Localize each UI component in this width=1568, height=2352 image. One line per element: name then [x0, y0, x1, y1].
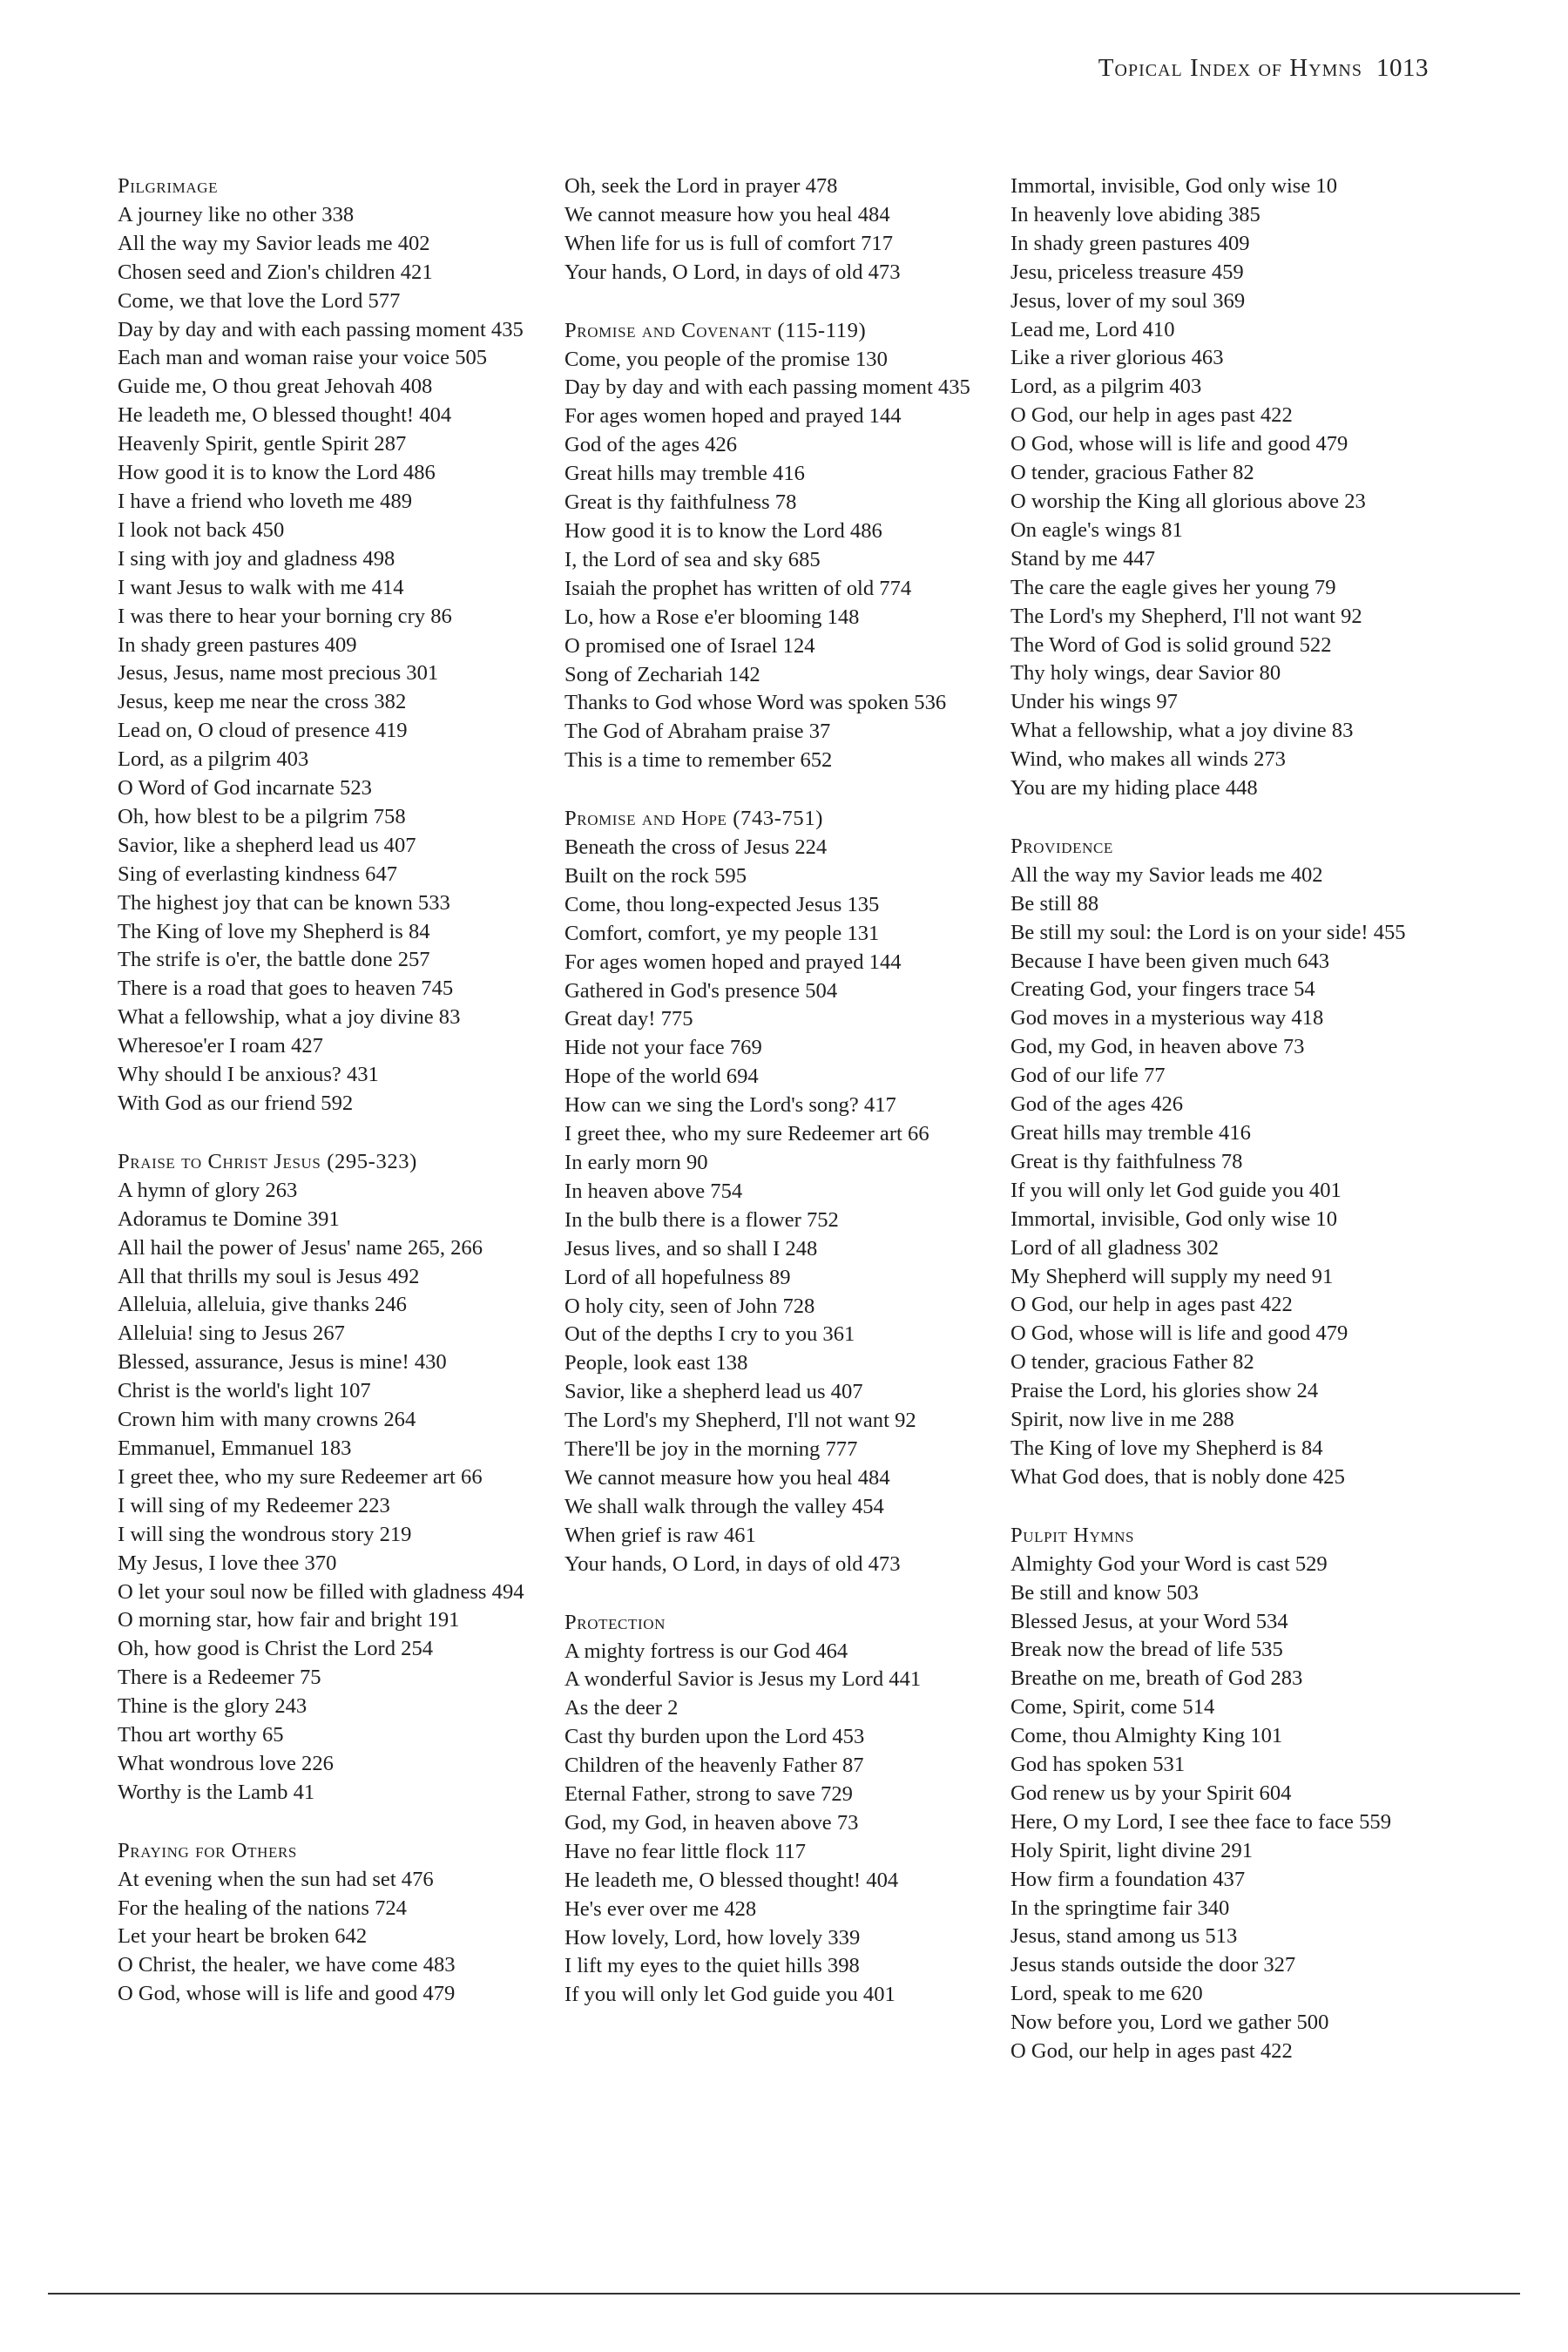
hymn-entry: When grief is raw 461	[564, 1523, 756, 1547]
hymn-entry: How firm a foundation 437	[1010, 1867, 1246, 1891]
index-section	[564, 1609, 1017, 2011]
section-title: Protection	[564, 1610, 666, 1634]
hymn-entry: For ages women hoped and prayed 144	[564, 950, 902, 974]
section-title: Pulpit Hymns	[1010, 1523, 1135, 1547]
hymn-entry: I will sing of my Redeemer 223	[118, 1493, 390, 1517]
hymn-entry: I sing with joy and gladness 498	[118, 546, 395, 571]
hymn-entry: Stand by me 447	[1010, 546, 1155, 571]
hymn-entry: O morning star, how fair and bright 191	[118, 1608, 460, 1632]
hymn-entry: O Word of God incarnate 523	[118, 776, 372, 801]
running-header	[1098, 54, 1429, 83]
hymn-entry: Savior, like a shepherd lead us 407	[564, 1380, 863, 1404]
hymn-entry: With God as our friend 592	[118, 1092, 354, 1115]
hymn-entry: The highest joy that can be known 533	[118, 890, 450, 915]
hymn-entry: Jesus, Jesus, name most precious 301	[118, 661, 439, 686]
hymn-entry: Jesus, keep me near the cross 382	[118, 690, 407, 714]
hymn-entry: The King of love my Shepherd is 84	[118, 919, 430, 943]
hymn-entry: Hope of the world 694	[564, 1064, 759, 1089]
hymn-entry: Day by day and with each passing moment 435	[564, 375, 970, 400]
hymn-entry: Come, we that love the Lord 577	[118, 288, 401, 313]
hymn-entry: Like a river glorious 463	[1010, 346, 1224, 370]
hymn-entry: In the bulb there is a flower 752	[564, 1207, 839, 1232]
hymn-entry: Oh, how good is Christ the Lord 254	[118, 1637, 434, 1661]
index-section	[564, 317, 1017, 776]
hymn-entry: I want Jesus to walk with me 414	[118, 575, 404, 599]
hymn-entry: Here, O my Lord, I see thee face to face 559	[1010, 1809, 1392, 1834]
hymn-entry: In early morn 90	[564, 1151, 708, 1174]
hymn-entry: Wheresoe'er I roam 427	[118, 1034, 323, 1058]
hymn-entry: Praise the Lord, his glories show 24	[1010, 1379, 1319, 1403]
hymn-entry: There is a road that goes to heaven 745	[118, 977, 454, 1001]
hymn-entry: Come, Spirit, come 514	[1010, 1695, 1215, 1720]
hymn-entry: God renew us by your Spirit 604	[1010, 1781, 1292, 1805]
hymn-entry: Lo, how a Rose e'er blooming 148	[564, 605, 860, 629]
hymn-entry: Guide me, O thou great Jehovah 408	[118, 375, 433, 399]
hymn-entry: I have a friend who loveth me 489	[118, 489, 413, 513]
hymn-entry: In the springtime fair 340	[1010, 1896, 1230, 1920]
hymn-entry: O let your soul now be filled with gladness 494	[118, 1579, 524, 1604]
hymn-entry: Lord, speak to me 620	[1010, 1982, 1203, 2006]
hymn-entry: Comfort, comfort, ye my people 131	[564, 921, 880, 945]
hymn-entry: Isaiah the prophet has written of old 774	[564, 576, 912, 600]
hymn-entry: Emmanuel, Emmanuel 183	[118, 1436, 352, 1460]
index-section	[1010, 1522, 1463, 2066]
hymn-entry: When life for us is full of comfort 717	[564, 231, 894, 255]
hymn-entry: Jesus, stand among us 513	[1010, 1924, 1238, 1949]
hymn-entry: O worship the King all glorious above 23	[1010, 489, 1366, 513]
hymn-entry: A journey like no other 338	[118, 202, 355, 226]
hymn-entry: Come, thou Almighty King 101	[1010, 1724, 1283, 1748]
hymn-entry: Your hands, O Lord, in days of old 473	[564, 260, 901, 284]
hymn-entry: Lead me, Lord 410	[1010, 317, 1175, 341]
index-section	[1010, 833, 1463, 1492]
hymn-entry: Day by day and with each passing moment 435	[118, 317, 524, 341]
hymn-entry: O tender, gracious Father 82	[1010, 461, 1254, 485]
hymn-entry: What wondrous love 226	[118, 1751, 334, 1775]
hymn-entry: O God, our help in ages past 422	[1010, 1293, 1293, 1317]
hymn-entry: Oh, how blest to be a pilgrim 758	[118, 804, 406, 828]
hymn-entry: How can we sing the Lord's song? 417	[564, 1093, 896, 1118]
hymn-entry: Be still 88	[1010, 891, 1099, 916]
hymn-entry: In heavenly love abiding 385	[1010, 202, 1260, 226]
header-title: Topical Index of Hymns	[1098, 54, 1362, 82]
hymn-entry: Alleluia! sing to Jesus 267	[118, 1321, 345, 1346]
hymn-entry: For the healing of the nations 724	[118, 1896, 407, 1920]
hymn-entry: Thine is the glory 243	[118, 1694, 308, 1719]
hymn-entry: A mighty fortress is our God 464	[564, 1639, 848, 1663]
hymn-entry: Let your heart be broken 642	[118, 1924, 368, 1949]
hymn-entry: Lead on, O cloud of presence 419	[118, 719, 408, 743]
column-3	[1010, 172, 1463, 2096]
hymn-entry: This is a time to remember 652	[564, 748, 833, 773]
hymn-entry: God of the ages 426	[1010, 1092, 1184, 1117]
hymn-entry: God has spoken 531	[1010, 1753, 1186, 1777]
hymn-entry: Blessed Jesus, at your Word 534	[1010, 1609, 1288, 1633]
hymn-entry: A hymn of glory 263	[118, 1178, 298, 1202]
hymn-entry: Break now the bread of life 535	[1010, 1638, 1283, 1662]
hymn-entry: All that thrills my soul is Jesus 492	[118, 1264, 420, 1288]
hymn-entry: In heaven above 754	[564, 1179, 743, 1203]
hymn-entry: Come, you people of the promise 130	[564, 347, 888, 371]
hymn-entry: My Jesus, I love thee 370	[118, 1551, 337, 1575]
hymn-entry: All hail the power of Jesus' name 265, 266	[118, 1235, 483, 1260]
hymn-entry: If you will only let God guide you 401	[1010, 1178, 1342, 1202]
hymn-entry: For ages women hoped and prayed 144	[564, 404, 902, 429]
hymn-entry: Chosen seed and Zion's children 421	[118, 260, 433, 284]
index-section	[118, 172, 571, 1119]
hymn-entry: Cast thy burden upon the Lord 453	[564, 1725, 865, 1749]
hymn-entry: Sing of everlasting kindness 647	[118, 862, 398, 886]
hymn-entry: Thy holy wings, dear Savior 80	[1010, 661, 1281, 686]
hymn-entry: O God, whose will is life and good 479	[1010, 1321, 1348, 1346]
hymn-entry: Children of the heavenly Father 87	[564, 1754, 864, 1778]
hymn-entry: You are my hiding place 448	[1010, 776, 1258, 801]
hymn-entry: O tender, gracious Father 82	[1010, 1350, 1254, 1375]
column-1	[118, 172, 571, 2038]
hymn-entry: How good it is to know the Lord 486	[118, 461, 436, 485]
hymn-entry: O holy city, seen of John 728	[564, 1294, 815, 1318]
hymn-entry: Christ is the world's light 107	[118, 1379, 371, 1403]
hymn-entry: All the way my Savior leads me 402	[1010, 862, 1323, 887]
hymn-entry: I greet thee, who my sure Redeemer art 66	[118, 1464, 483, 1489]
hymn-entry: People, look east 138	[564, 1351, 748, 1375]
index-section	[564, 805, 1017, 1578]
hymn-entry: Your hands, O Lord, in days of old 473	[564, 1551, 901, 1576]
hymn-entry: The King of love my Shepherd is 84	[1010, 1436, 1323, 1460]
hymn-entry: Out of the depths I cry to you 361	[564, 1322, 855, 1347]
hymn-entry: Great is thy faithfulness 78	[1010, 1149, 1243, 1173]
hymn-entry: Alleluia, alleluia, give thanks 246	[118, 1293, 407, 1317]
hymn-entry: He leadeth me, O blessed thought! 404	[564, 1868, 899, 1892]
hymn-entry: Spirit, now live in me 288	[1010, 1408, 1234, 1432]
hymn-entry: Have no fear little flock 117	[564, 1839, 807, 1863]
index-section	[1010, 172, 1463, 803]
hymn-entry: As the deer 2	[564, 1696, 679, 1720]
hymn-entry: I look not back 450	[118, 517, 285, 542]
hymn-entry: I will sing the wondrous story 219	[118, 1522, 412, 1546]
hymn-entry: Great hills may tremble 416	[564, 462, 805, 486]
hymn-entry: He's ever over me 428	[564, 1896, 757, 1921]
hymn-entry: A wonderful Savior is Jesus my Lord 441	[564, 1667, 922, 1692]
hymn-entry: The Lord's my Shepherd, I'll not want 92	[1010, 604, 1362, 628]
section-title: Promise and Hope (743-751)	[564, 807, 824, 831]
hymn-entry: If you will only let God guide you 401	[564, 1983, 896, 2007]
hymn-entry: The Word of God is solid ground 522	[1010, 632, 1332, 657]
hymn-entry: Great is thy faithfulness 78	[564, 490, 797, 515]
hymn-entry: Why should I be anxious? 431	[118, 1063, 379, 1087]
hymn-entry: Wind, who makes all winds 273	[1010, 747, 1286, 772]
hymn-entry: Lord of all gladness 302	[1010, 1235, 1220, 1260]
hymn-entry: Blessed, assurance, Jesus is mine! 430	[118, 1350, 447, 1375]
hymn-entry: The Lord's my Shepherd, I'll not want 92	[564, 1409, 916, 1433]
hymn-entry: Crown him with many crowns 264	[118, 1408, 416, 1432]
hymn-entry: He leadeth me, O blessed thought! 404	[118, 403, 452, 428]
hymn-entry: Thanks to God whose Word was spoken 536	[564, 691, 947, 715]
hymn-entry: In shady green pastures 409	[118, 632, 357, 657]
hymn-entry: Be still and know 503	[1010, 1580, 1199, 1605]
hymn-entry: Built on the rock 595	[564, 863, 747, 888]
footer-rule	[48, 2293, 1520, 2295]
hymn-entry: How good it is to know the Lord 486	[564, 518, 882, 543]
hymn-entry: Heavenly Spirit, gentle Spirit 287	[118, 432, 407, 456]
hymn-entry: Adoramus te Domine 391	[118, 1206, 340, 1231]
hymn-entry: Great hills may tremble 416	[1010, 1121, 1251, 1145]
hymn-entry: Come, thou long-expected Jesus 135	[564, 892, 880, 916]
hymn-entry: Jesus lives, and so shall I 248	[564, 1236, 818, 1260]
hymn-entry: Lord of all hopefulness 89	[564, 1265, 791, 1289]
hymn-entry: Oh, seek the Lord in prayer 478	[564, 174, 838, 198]
hymn-entry: O God, whose will is life and good 479	[118, 1982, 456, 2006]
hymn-entry: God moves in a mysterious way 418	[1010, 1006, 1324, 1031]
hymn-entry: O Christ, the healer, we have come 483	[118, 1953, 456, 1977]
hymn-entry: The God of Abraham praise 37	[564, 720, 831, 744]
hymn-entry: Creating God, your fingers trace 54	[1010, 977, 1315, 1002]
hymn-entry: There is a Redeemer 75	[118, 1666, 321, 1690]
hymn-entry: Lord, as a pilgrim 403	[1010, 375, 1202, 399]
hymn-entry: We shall walk through the valley 454	[564, 1494, 884, 1518]
hymn-entry: I was there to hear your borning cry 86	[118, 604, 452, 628]
hymn-entry: O God, whose will is life and good 479	[1010, 432, 1348, 456]
hymn-entry: Holy Spirit, light divine 291	[1010, 1838, 1254, 1862]
hymn-entry: God, my God, in heaven above 73	[1010, 1035, 1305, 1059]
hymn-entry: My Shepherd will supply my need 91	[1010, 1264, 1334, 1288]
section-title: Providence	[1010, 834, 1113, 858]
hymn-entry: Hide not your face 769	[564, 1036, 762, 1060]
hymn-entry: Gathered in God's presence 504	[564, 978, 838, 1003]
hymn-entry: Now before you, Lord we gather 500	[1010, 2011, 1329, 2035]
hymn-entry: Almighty God your Word is cast 529	[1010, 1551, 1328, 1576]
hymn-entry: The strife is o'er, the battle done 257	[118, 948, 430, 972]
hymn-entry: Savior, like a shepherd lead us 407	[118, 833, 416, 857]
hymn-entry: How lovely, Lord, how lovely 339	[564, 1925, 861, 1950]
hymn-entry: Lord, as a pilgrim 403	[118, 747, 309, 772]
hymn-entry: Breathe on me, breath of God 283	[1010, 1666, 1303, 1691]
section-title: Pilgrimage	[118, 174, 219, 198]
hymn-entry: Thou art worthy 65	[118, 1723, 284, 1747]
hymn-entry: God of our life 77	[1010, 1064, 1166, 1088]
hymn-entry: God of the ages 426	[564, 433, 738, 457]
column-2	[564, 172, 1017, 2039]
hymn-entry: What God does, that is nobly done 425	[1010, 1464, 1345, 1489]
hymn-entry: I, the Lord of sea and sky 685	[564, 547, 821, 571]
section-title: Praise to Christ Jesus (295-323)	[118, 1149, 417, 1173]
hymn-entry: Worthy is the Lamb 41	[118, 1780, 315, 1804]
hymn-entry: O promised one of Israel 124	[564, 633, 815, 658]
hymn-entry: Great day! 775	[564, 1007, 693, 1031]
hymn-entry: The care the eagle gives her young 79	[1010, 575, 1336, 599]
page-number: 1013	[1376, 54, 1429, 82]
hymn-entry: Eternal Father, strong to save 729	[564, 1782, 853, 1807]
hymn-entry: All the way my Savior leads me 402	[118, 231, 430, 255]
section-title: Praying for Others	[118, 1838, 297, 1862]
hymn-entry: We cannot measure how you heal 484	[564, 1465, 890, 1490]
hymn-entry: Song of Zechariah 142	[564, 662, 760, 686]
hymn-entry: I lift my eyes to the quiet hills 398	[564, 1954, 860, 1978]
hymn-entry: Jesus stands outside the door 327	[1010, 1953, 1296, 1977]
hymn-entry: Jesu, priceless treasure 459	[1010, 260, 1244, 284]
hymn-entry: Immortal, invisible, God only wise 10	[1010, 174, 1338, 198]
hymn-entry: Each man and woman raise your voice 505	[118, 346, 488, 370]
hymn-entry: Jesus, lover of my soul 369	[1010, 288, 1246, 313]
index-section	[564, 172, 1017, 287]
hymn-entry: At evening when the sun had set 476	[118, 1867, 434, 1891]
index-section	[118, 1148, 571, 1808]
hymn-entry: On eagle's wings 81	[1010, 517, 1183, 542]
hymn-entry: In shady green pastures 409	[1010, 231, 1250, 255]
hymn-entry: Because I have been given much 643	[1010, 949, 1330, 973]
hymn-entry: I greet thee, who my sure Redeemer art 66	[564, 1122, 929, 1146]
hymn-entry: Be still my soul: the Lord is on your side! 455	[1010, 920, 1406, 944]
hymn-entry: Beneath the cross of Jesus 224	[564, 835, 828, 860]
hymn-entry: O God, our help in ages past 422	[1010, 2039, 1293, 2064]
hymn-entry: What a fellowship, what a joy divine 83	[118, 1005, 461, 1030]
hymn-entry: There'll be joy in the morning 777	[564, 1437, 858, 1462]
hymn-entry: What a fellowship, what a joy divine 83	[1010, 719, 1354, 743]
hymn-entry: We cannot measure how you heal 484	[564, 202, 890, 226]
hymn-entry: God, my God, in heaven above 73	[564, 1810, 859, 1835]
hymn-entry: Under his wings 97	[1010, 690, 1178, 714]
hymn-entry: O God, our help in ages past 422	[1010, 403, 1293, 428]
index-section	[118, 1837, 571, 2009]
hymn-entry: Immortal, invisible, God only wise 10	[1010, 1206, 1338, 1231]
section-title: Promise and Covenant (115-119)	[564, 318, 867, 342]
